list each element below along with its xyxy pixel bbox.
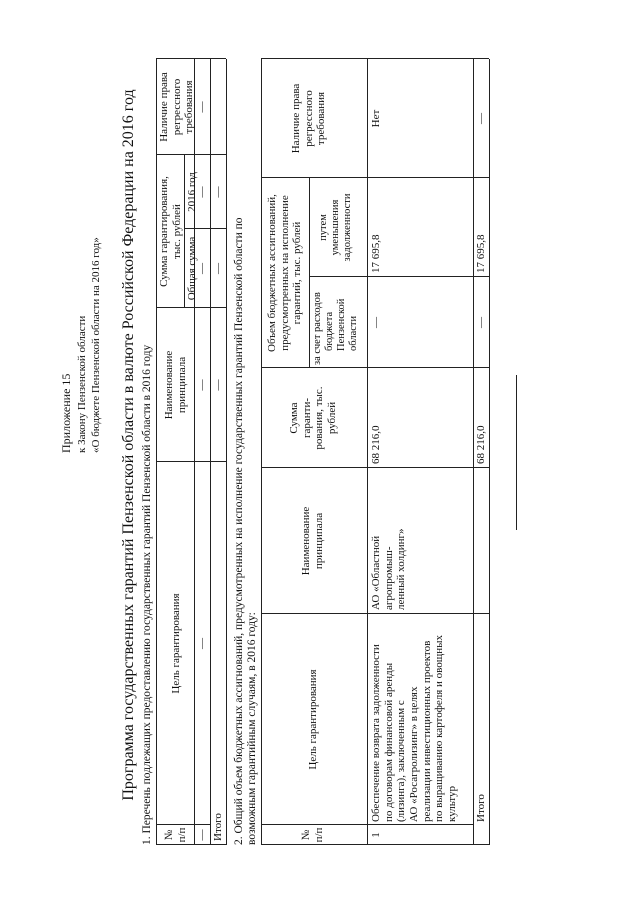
t2-col-by-debt-header: путем уменьшения задолженности [318,193,354,262]
t2-total-sum: 68 216,0 [475,425,487,464]
closing-rule [516,375,517,530]
t2-total-by-budget: — [475,317,487,328]
t2-col-num-header: № п/п [300,827,325,843]
t2-row1-principal: АО «Областной агропромыш- ленный холдинг» [370,528,408,610]
row1-purpose: — [196,638,208,649]
col-total-sum-header: Общая сумма [186,236,198,301]
total-label: Итого [212,813,224,841]
col-regress-header: Наличие права регрессного требования [158,72,196,142]
row1-year: — [196,186,208,198]
row1-total: — [196,263,208,274]
col-principal-header: Наименование принципала [163,350,188,420]
t2-col-volume-header: Объем бюджетных ассигнований, предусмотренных на исполнение гарантий, тыс. рублей [266,194,304,352]
appendix-law-title: «О бюджете Пензенской области на 2016 год» [90,237,102,453]
t2-total-by-debt: 17 695,8 [475,234,487,273]
t2-col-sum-header: Сумма гаранти- рования, тыс. рублей [288,386,338,450]
t2-col-principal-header: Наименование принципала [300,506,325,576]
t2-row1-purpose: Обеспечение возврата задолженности по договорам финансовой аренды (лизинга), заключенным с АО «Росагролизинг» в целях реализации инвестиционных проектов по выращиванию картофеля и овощных культур [370,634,458,822]
t2-col-by-budget-header: за счет расходов бюджета Пензенской области [312,292,360,365]
t2-total-label: Итого [475,794,487,822]
t2-row1-sum: 68 216,0 [370,425,382,464]
t2-col-regress-header: Наличие права регрессного требования [290,83,328,154]
col-purpose-header: Цель гарантирования [170,593,182,694]
appendix-number: Приложение 15 [59,373,73,453]
total-year: — [212,186,224,198]
t2-row1-regress: Нет [370,109,382,128]
row1-num: — [196,829,208,841]
t2-row1-by-debt: 17 695,8 [370,234,382,273]
t2-col-purpose-header: Цель гарантирования [307,669,319,770]
col-sum-header: Сумма гарантирования, тыс. рублей [158,176,183,287]
total-sum: — [212,263,224,274]
row1-principal: — [196,379,208,391]
t2-row1-by-budget: — [370,317,382,328]
t2-row1-num: 1 [370,832,382,838]
total-principal: — [212,379,224,391]
section1-heading: 1. Перечень подлежащих предоставлению государственных гарантий Пензенской области в 2016 году [141,344,153,845]
page-title: Программа государственных гарантий Пензенской области в валюте Российской Федерации на 2016 год [120,89,137,801]
row1-regress: — [196,101,208,113]
t2-total-regress: — [475,113,487,124]
col-num-header: № п/п [163,827,188,843]
section2-heading-line2: возможным гарантийным случаям, в 2016 году: [246,612,258,845]
col-year-header: 2016 год [186,172,198,212]
appendix-law: к Закону Пензенской области [76,315,88,453]
section2-heading-line1: 2. Общий объем бюджетных ассигнований, предусмотренных на исполнение государственных гарантий Пензенской области по [233,217,245,845]
